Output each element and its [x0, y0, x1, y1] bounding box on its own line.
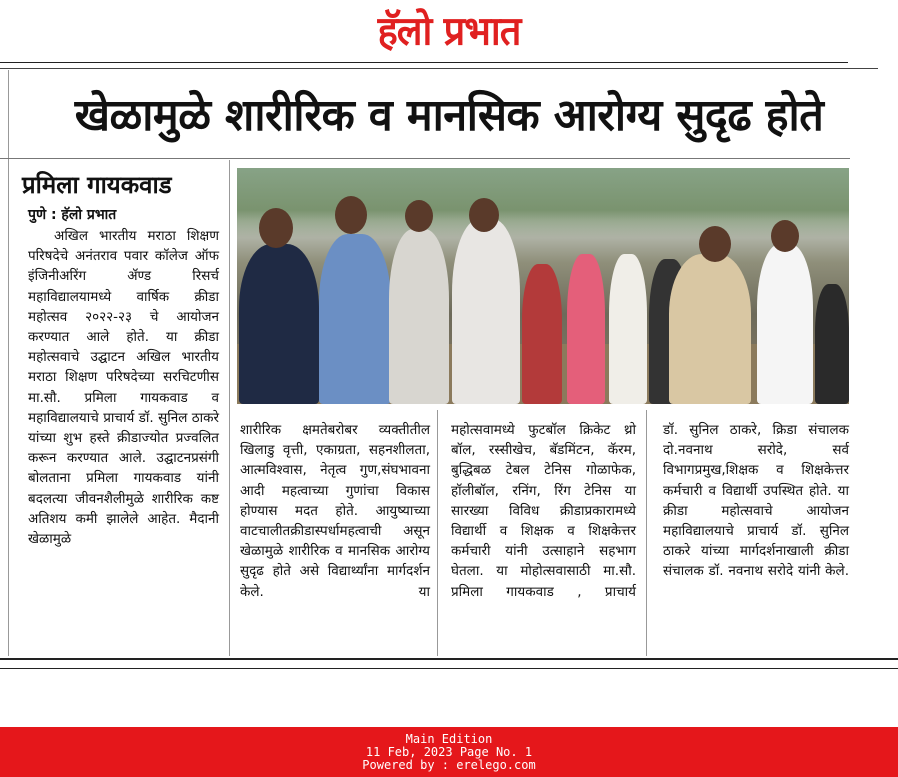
masthead-rule-lower [0, 68, 878, 69]
photo-trees [237, 168, 849, 238]
photo-person [522, 264, 562, 404]
edition-label: Main Edition [405, 732, 493, 746]
photo-person-head [699, 226, 731, 262]
article-headline: खेळामुळे शारीरिक व मानसिक आरोग्य सुदृढ होते [74, 90, 824, 141]
photo-person [239, 244, 319, 404]
byline: प्रमिला गायकवाड [22, 171, 172, 199]
headline-rule [0, 158, 850, 159]
powered-by-link[interactable]: Powered by : erelego.com [362, 758, 536, 772]
column-divider [229, 160, 230, 656]
edition-footer [0, 727, 898, 777]
article-paragraph: डॉ. सुनिल ठाकरे, क्रिडा संचालक दो.नवनाथ सरोदे, सर्व विभागप्रमुख,शिक्षक व शिक्षकेत्तर कर्मचारी व विद्यार्थी उपस्थित होते. या क्रीडा महोत्सवाचे आयोजन महाविद्यालयाचे प्राचार्य डॉ. सुनिल ठाकरे यांच्या मार्गदर्शनाखाली क्रीडा संचालक डॉ. नवनाथ सरोदे यांनी केले. [663, 422, 849, 580]
photo-person-head [335, 196, 367, 234]
photo-person-head [259, 208, 293, 248]
newspaper-logo: हॅलो प्रभात [377, 7, 521, 55]
event-photo [237, 168, 849, 404]
date-page-label: 11 Feb, 2023 Page No. 1 [365, 745, 533, 759]
photo-person [452, 219, 520, 404]
article-paragraph: महोत्सवामध्ये फुटबॉल क्रिकेट थ्रो बॉल, रस्सीखेच, बॅडमिंटन, कॅरम, बुद्धिबळ टेबल टेनिस गोळाफेक, हॉलीबॉल, रनिंग, रिंग टेनिस या सारख्या विविध क्रीडाप्रकारामध्ये विद्यार्थी व शिक्षक व शिक्षकेत्तर कर्मचारी यांनी उत्साहाने सहभाग घेतला. या मोहोत्सवासाठी मा.सौ. प्रमिला गायकवाड , प्राचार्य [451, 422, 636, 600]
article-paragraph: शारीरिक क्षमतेबरोबर व्यक्तीतील खिलाडु वृत्ती, एकाग्रता, सहनशीलता, आत्मविश्वास, नेतृत्व गुण,संघभावना आदी महत्वाच्या गुणांचा विकास होण्यास मदत होते. आयुष्याच्या वाटचालीतक्रीडास्पर्धामहत्वाची असून खेळामुळे शारीरिक व मानसिक आरोग्य सुदृढ होते असे विद्यार्थ्यांना मार्गदर्शन केले. या [240, 422, 430, 600]
dateline: पुणे : हॅलो प्रभात [28, 207, 117, 223]
photo-person-head [405, 200, 433, 232]
column-divider [437, 410, 438, 656]
photo-person [669, 254, 751, 404]
photo-person [757, 244, 813, 404]
photo-person-head [469, 198, 499, 232]
article-column-3 [451, 420, 636, 602]
article-column-2 [240, 420, 430, 602]
article-column-1 [28, 226, 219, 549]
photo-person [567, 254, 605, 404]
photo-person-head [771, 220, 799, 252]
article-paragraph: अखिल भारतीय मराठा शिक्षण परिषदेचे अनंतराव पवार कॉलेज ऑफ इंजिनीअरिंग ॲण्ड रिसर्च महाविद्यालयामध्ये वार्षिक क्रीडा महोत्सव २०२२-२३ चे आयोजन करण्यात आले होते. या क्रीडा महोत्सवाचे उद्घाटन अखिल भारतीय मराठा शिक्षण परिषदेच्या सरचिटणीस मा.सौ. प्रमिला गायकवाड व महाविद्यालयाचे प्राचार्य डॉ. सुनिल ठाकरे यांच्या शुभ हस्ते क्रीडाज्योत प्रज्वलित करून करण्यात आले. उद्घाटनप्रसंगी बोलताना प्रमिला गायकवाड यांनी बदलत्या जीवनशैलीमुळे शारीरिक कष्ट अतिशय कमी झालेले आहेत. मैदानी खेळामुळे [28, 228, 219, 548]
column-divider [646, 410, 647, 656]
photo-person [389, 229, 449, 404]
article-column-4 [663, 420, 849, 582]
photo-person [319, 234, 391, 404]
masthead [0, 0, 898, 62]
masthead-rule [0, 62, 848, 63]
photo-person [609, 254, 647, 404]
article-bottom-rule-2 [0, 668, 898, 669]
photo-person [815, 284, 849, 404]
article-bottom-rule [0, 658, 898, 660]
